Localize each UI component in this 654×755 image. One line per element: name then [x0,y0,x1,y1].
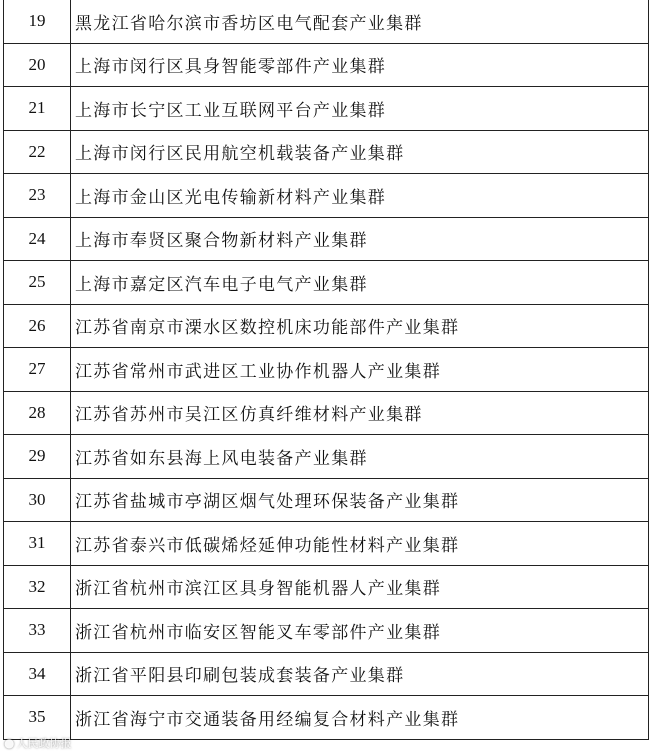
row-number: 25 [4,261,71,305]
cluster-name: 浙江省海宁市交通装备用经编复合材料产业集群 [71,696,649,740]
table-row [4,130,649,174]
cluster-name: 江苏省盐城市亭湖区烟气处理环保装备产业集群 [71,478,649,522]
row-number: 33 [4,609,71,653]
row-number: 23 [4,174,71,218]
table-row [4,43,649,87]
row-number: 32 [4,565,71,609]
cluster-name: 上海市金山区光电传输新材料产业集群 [71,174,649,218]
industry-cluster-table [3,0,649,740]
cluster-name: 上海市嘉定区汽车电子电气产业集群 [71,261,649,305]
row-number: 22 [4,130,71,174]
cluster-name: 江苏省泰兴市低碳烯烃延伸功能性材料产业集群 [71,522,649,566]
row-number: 19 [4,0,71,43]
watermark-text: 人民政协报 [16,737,72,750]
cluster-name: 黑龙江省哈尔滨市香坊区电气配套产业集群 [71,0,649,43]
table-row [4,217,649,261]
cluster-name: 上海市奉贤区聚合物新材料产业集群 [71,217,649,261]
row-number: 35 [4,696,71,740]
table-row [4,348,649,392]
table-row [4,565,649,609]
table-row [4,696,649,740]
table-body [4,0,649,739]
row-number: 20 [4,43,71,87]
weibo-logo-icon: ● [4,736,15,750]
table-row [4,522,649,566]
cluster-name: 上海市闵行区民用航空机载装备产业集群 [71,130,649,174]
table-row [4,87,649,131]
table-row [4,174,649,218]
row-number: 34 [4,652,71,696]
cluster-name: 江苏省南京市溧水区数控机床功能部件产业集群 [71,304,649,348]
table-row [4,652,649,696]
cluster-name: 上海市长宁区工业互联网平台产业集群 [71,87,649,131]
row-number: 28 [4,391,71,435]
table-row [4,391,649,435]
row-number: 30 [4,478,71,522]
row-number: 29 [4,435,71,479]
table-row [4,0,649,43]
row-number: 27 [4,348,71,392]
row-number: 21 [4,87,71,131]
row-number: 26 [4,304,71,348]
cluster-name: 江苏省如东县海上风电装备产业集群 [71,435,649,479]
cluster-name: 浙江省杭州市临安区智能叉车零部件产业集群 [71,609,649,653]
cluster-name: 上海市闵行区具身智能零部件产业集群 [71,43,649,87]
cluster-name: 浙江省平阳县印刷包装成套装备产业集群 [71,652,649,696]
table-row [4,261,649,305]
cluster-name: 江苏省常州市武进区工业协作机器人产业集群 [71,348,649,392]
row-number: 31 [4,522,71,566]
table-row [4,478,649,522]
cluster-name: 江苏省苏州市吴江区仿真纤维材料产业集群 [71,391,649,435]
table-row [4,609,649,653]
cluster-name: 浙江省杭州市滨江区具身智能机器人产业集群 [71,565,649,609]
table-row [4,304,649,348]
row-number: 24 [4,217,71,261]
table-row [4,435,649,479]
